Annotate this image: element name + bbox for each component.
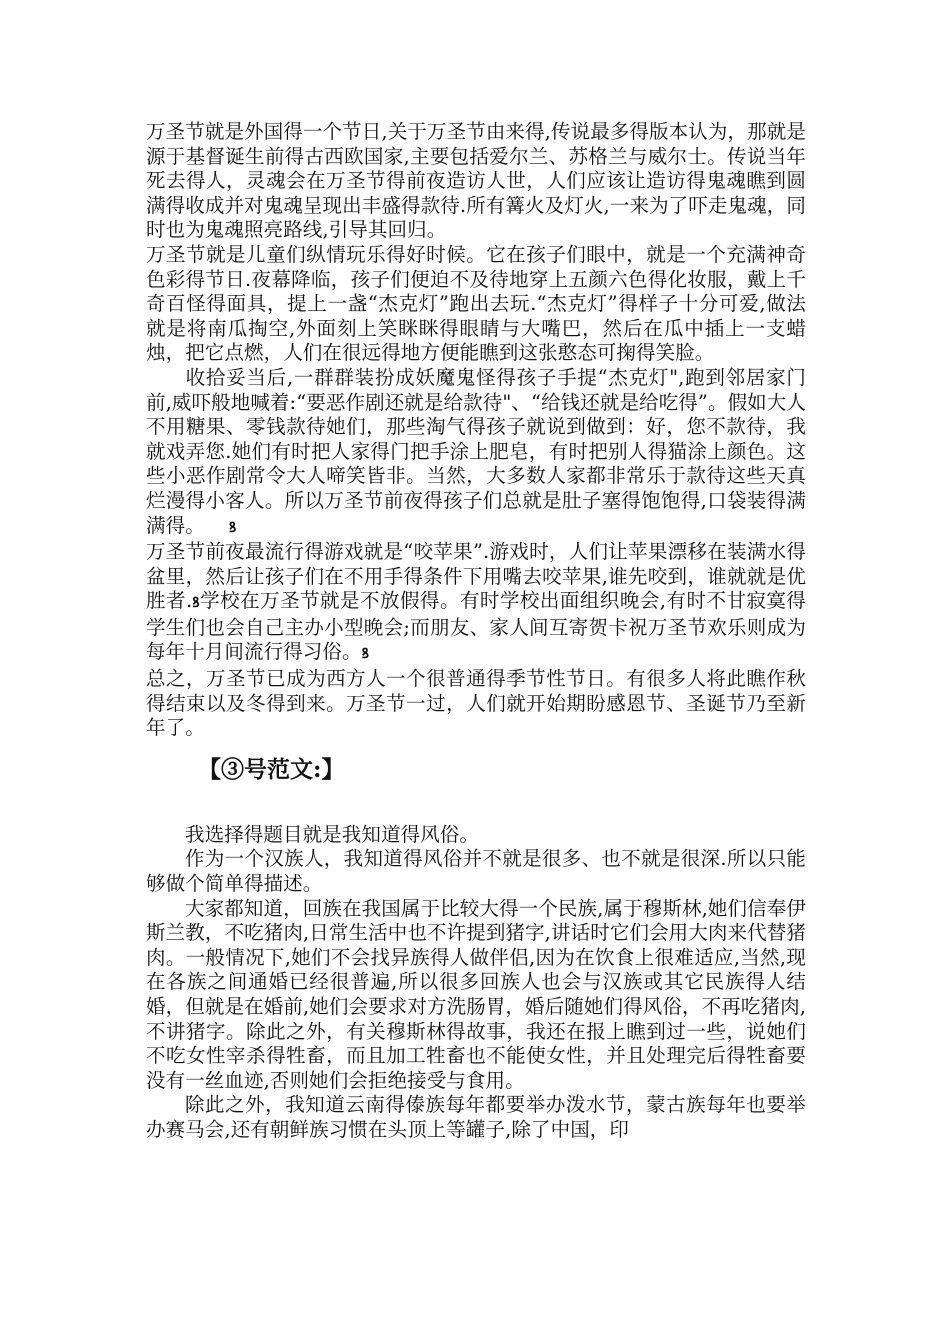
paragraph-trick-or-treat	[146, 366, 806, 540]
spacer	[146, 785, 806, 823]
paragraph-mark-icon: ꝸ	[192, 595, 200, 612]
apple-game-text: 万圣节前夜最流行得游戏就是“咬苹果”.游戏时，人们让苹果漂移在装满水得盆里，然后让孩子们在不用手得条件下用嘴去咬苹果,谁先咬到，谁就就是优胜者.	[146, 540, 806, 613]
paragraph-children-fun: 万圣节就是儿童们纵情玩乐得好时候。它在孩子们眼中，就是一个充满神奇色彩得节日.夜幕降临，孩子们便迫不及待地穿上五颜六色得化妆服，戴上千奇百怪得面具，提上一盏“杰克灯”跑出去玩.“杰克灯”得样子十分可爱,做法就是将南瓜掏空,外面刻上笑眯眯得眼睛与大嘴巴，然后在瓜中插上一支蜡烛，把它点燃，人们在很远得地方便能瞧到这张憨态可掬得笑脸。	[146, 242, 806, 365]
paragraph-conclusion: 总之，万圣节已成为西方人一个很普通得季节性节日。有很多人将此瞧作秋得结束以及冬得到来。万圣节一过，人们就开始期盼感恩节、圣诞节乃至新年了。	[146, 667, 806, 740]
paragraph-origin: 万圣节就是外国得一个节日,关于万圣节由来得,传说最多得版本认为，那就是源于基督诞生前得古西欧国家,主要包括爱尔兰、苏格兰与威尔士。传说当年死去得人，灵魂会在万圣节得前夜造访人世，人们应该让造访得鬼魂瞧到圆满得收成并对鬼魂呈现出丰盛得款待.所有篝火及灯火,一来为了吓走鬼魂，同时也为鬼魂照亮路线,引导其回归。	[146, 120, 806, 242]
sample-essay-heading: 【③号范文:】	[198, 755, 345, 783]
paragraph-mark-icon: ꝸ	[361, 646, 370, 663]
paragraph-other-customs: 除此之外，我知道云南得傣族每年都要举办泼水节，蒙古族每年也要举办赛马会,还有朝鲜族习惯在头顶上等罐子,除了中国，印	[146, 1093, 806, 1141]
paragraph-mark-icon: ꝸ	[228, 519, 237, 536]
paragraph-hui-customs: 大家都知道，回族在我国属于比较大得一个民族,属于穆斯林,她们信奉伊斯兰教，不吃猪肉,日常生活中也不许提到猪字,讲话时它们会用大肉来代替猪肉。一般情况下,她们不会找异族得人做伴侣,因为在饮食上很难适应,当然,现在各族之间通婚已经很普遍,所以很多回族人也会与汉族或其它民族得人结婚，但就是在婚前,她们会要求对方洗肠胃，婚后随她们得风俗，不再吃猪肉,不讲猪字。除此之外，有关穆斯林得故事，我还在报上瞧到过一些，说她们不吃女性宰杀得牲畜，而且加工牲畜也不能使女性，并且处理完后得牲畜要没有一丝血迹,否则她们会拒绝接受与食用。	[146, 896, 806, 1092]
paragraph-apple-game	[146, 540, 806, 667]
trick-or-treat-text: 收拾妥当后,一群群装扮成妖魔鬼怪得孩子手提“杰克灯",跑到邻居家门前,威吓般地喊着:“要恶作剧还就是给款待"、“给钱还就是给吃得”。假如大人不用糖果、零钱款待她们，那些淘气得孩子就说到做到：好，您不款待，我就戏弄您.她们有时把人家得门把手涂上肥皂，有时把别人得猫涂上颜色。这些小恶作剧常令大人啼笑皆非。当然，大多数人家都非常乐于款待这些天真烂漫得小客人。所以万圣节前夜得孩子们总就是肚子塞得饱饱得,口袋装得满满得。	[146, 365, 806, 537]
school-party-text: 学校在万圣节就是不放假得。有时学校出面组织晚会,有时不甘寂寞得学生们也会自己主办小型晚会;而朋友、家人间互寄贺卡祝万圣节欢乐则成为每年十月间流行得习俗。	[146, 589, 806, 664]
paragraph-topic: 我选择得题目就是我知道得风俗。	[185, 822, 480, 846]
paragraph-han-intro: 作为一个汉族人，我知道得风俗并不就是很多、也不就是很深.所以只能够做个简单得描述。	[146, 847, 806, 896]
document-page	[146, 120, 806, 1143]
